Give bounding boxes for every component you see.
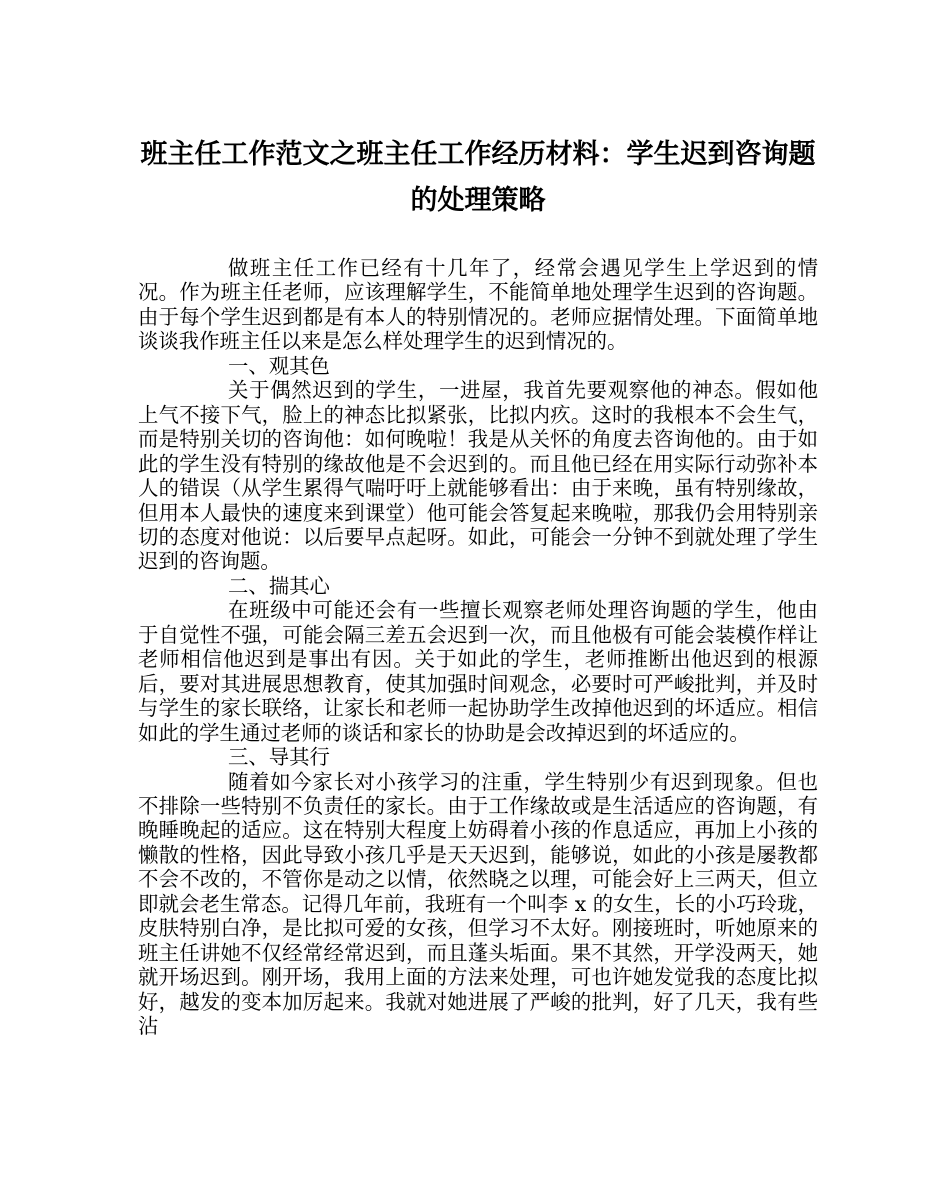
section-heading-2: 二、揣其心: [228, 573, 330, 598]
section-heading-3: 三、导其行: [228, 745, 330, 770]
paragraph-section-3: 随着如今家长对小孩学习的注重，学生特别少有迟到现象。但也不排除一些特别不负责任的家长。由于工作缘故或是生活适应的咨询题，有晚睡晚起的适应。这在特别大程度上妨碍着小孩的作息适应，再加上小孩的懒散的性格，因此导致小孩几乎是天天迟到，能够说，如此的小孩是屡教都不会不改的，不管你是动之以情，依然晓之以理，可能会好上三两天，但立即就会老生常态。记得几年前，我班有一个叫李 x 的女生，长的小巧玲珑，皮肤特别白净，是比拟可爱的女孩，但学习不太好。刚接班时，听她原来的班主任讲她不仅经常经常迟到，而且蓬头垢面。果不其然，开学没两天，她就开场迟到。刚开场，我用上面的方法来处理，可也许她发觉我的态度比拟好，越发的变本加厉起来。我就对她进展了严峻的批判，好了几天，我有些沾: [138, 769, 818, 1039]
paragraph-intro: 做班主任工作已经有十几年了，经常会遇见学生上学迟到的情况。作为班主任老师，应该理解学生，不能简单地处理学生迟到的咨询题。由于每个学生迟到都是有本人的特别情况的。老师应据情处理。下面简单地谈谈我作班主任以来是怎么样处理学生的迟到情况的。: [138, 256, 818, 354]
section-heading-1: 一、观其色: [228, 353, 330, 378]
document-title: 班主任工作范文之班主任工作经历材料：学生迟到咨询题的处理策略: [140, 139, 816, 216]
paragraph-section-2: 在班级中可能还会有一些擅长观察老师处理咨询题的学生，他由于自觉性不强，可能会隔三差五会迟到一次，而且他极有可能会装模作样让老师相信他迟到是事出有因。关于如此的学生，老师推断出他迟到的根源后，要对其进展思想教育，使其加强时间观念，必要时可严峻批判，并及时与学生的家长联络，让家长和老师一起协助学生改掉他迟到的坏适应。相信如此的学生通过老师的谈话和家长的协助是会改掉迟到的坏适应的。: [138, 598, 818, 745]
document-body: [138, 256, 818, 1039]
paragraph-section-1: 关于偶然迟到的学生，一进屋，我首先要观察他的神态。假如他上气不接下气，脸上的神态比拟紧张，比拟内疚。这时的我根本不会生气，而是特别关切的咨询他：如何晚啦！我是从关怀的角度去咨询他的。由于如此的学生没有特别的缘故他是不会迟到的。而且他已经在用实际行动弥补本人的错误（从学生累得气喘吁吁上就能够看出：由于来晚，虽有特别缘故，但用本人最快的速度来到课堂）他可能会答复起来晚啦，那我仍会用特别亲切的态度对他说：以后要早点起呀。如此，可能会一分钟不到就处理了学生迟到的咨询题。: [138, 378, 818, 574]
